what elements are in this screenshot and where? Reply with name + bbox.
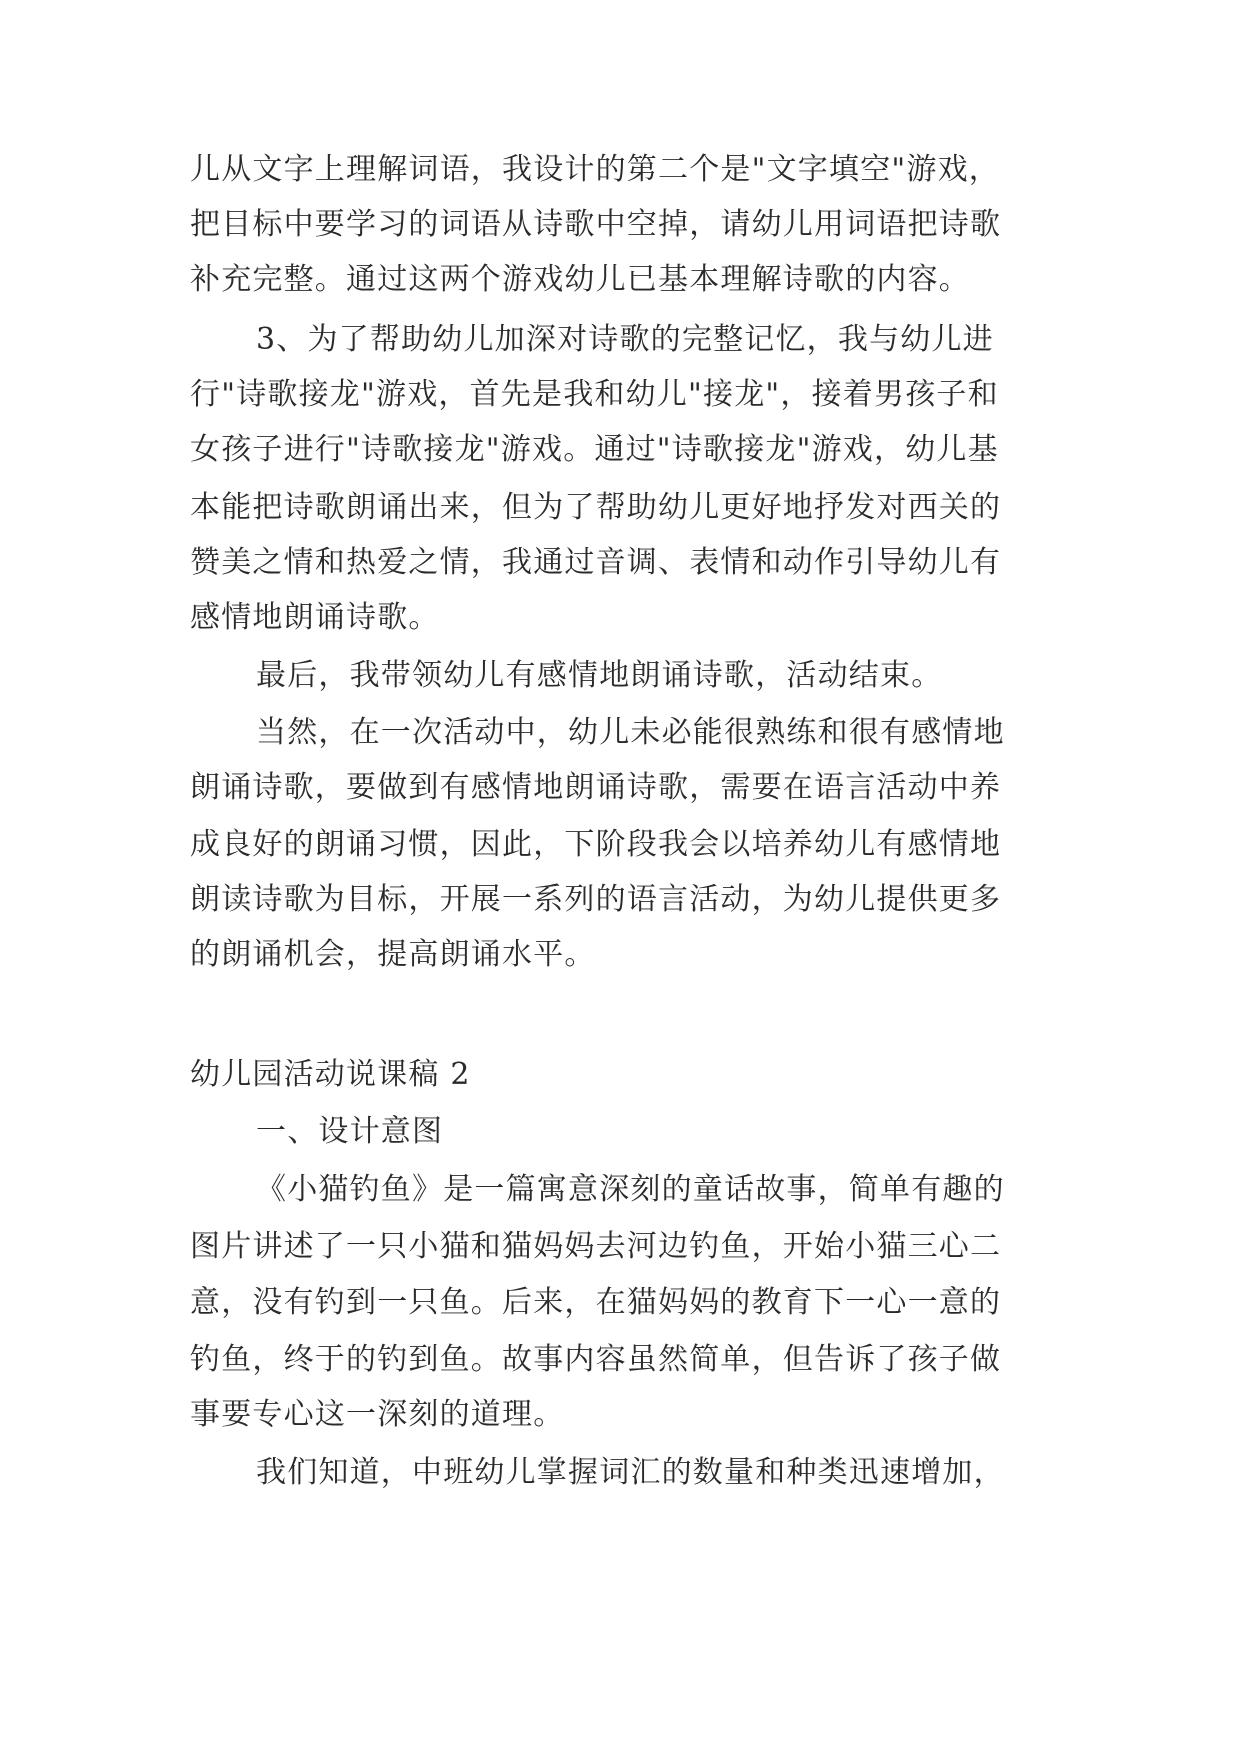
- body-text-line: 当然，在一次活动中，幼儿未必能很熟练和很有感情地: [256, 715, 1005, 750]
- body-text-line: 意，没有钓到一只鱼。后来，在猫妈妈的教育下一心一意的: [190, 1285, 1002, 1320]
- body-text-line: 图片讲述了一只小猫和猫妈妈去河边钓鱼，开始小猫三心二: [190, 1229, 1002, 1264]
- body-text-line: 钓鱼，终于的钓到鱼。故事内容虽然简单，但告诉了孩子做: [190, 1342, 1002, 1377]
- body-text-line: 补充完整。通过这两个游戏幼儿已基本理解诗歌的内容。: [190, 262, 970, 297]
- section-heading: 一、设计意图: [256, 1114, 444, 1149]
- body-text-line: 行"诗歌接龙"游戏，首先是我和幼儿"接龙"，接着男孩子和: [190, 377, 999, 412]
- body-text-line: 成良好的朗诵习惯，因此，下阶段我会以培养幼儿有感情地: [190, 827, 1002, 862]
- body-text-line: 事要专心这一深刻的道理。: [190, 1397, 565, 1432]
- body-text-line: 3、为了帮助幼儿加深对诗歌的完整记忆，我与幼儿进: [256, 322, 994, 357]
- body-text-line: 最后，我带领幼儿有感情地朗诵诗歌，活动结束。: [256, 658, 943, 693]
- body-text-line: 感情地朗诵诗歌。: [190, 600, 440, 635]
- body-text-line: 朗读诗歌为目标，开展一系列的语言活动，为幼儿提供更多: [190, 882, 1002, 917]
- body-text-line: 女孩子进行"诗歌接龙"游戏。通过"诗歌接龙"游戏，幼儿基: [190, 432, 999, 467]
- body-text-line: 儿从文字上理解词语，我设计的第二个是"文字填空"游戏，: [190, 152, 1000, 187]
- body-text-line: 朗诵诗歌，要做到有感情地朗诵诗歌，需要在语言活动中养: [190, 770, 1002, 805]
- body-text-line: 本能把诗歌朗诵出来，但为了帮助幼儿更好地抒发对西关的: [190, 490, 1002, 525]
- body-text-line: 我们知道，中班幼儿掌握词汇的数量和种类迅速增加，: [256, 1455, 1005, 1490]
- body-text-line: 《小猫钓鱼》是一篇寓意深刻的童话故事，简单有趣的: [256, 1172, 1005, 1207]
- body-text-line: 的朗诵机会，提高朗诵水平。: [190, 937, 596, 972]
- body-text-line: 把目标中要学习的词语从诗歌中空掉，请幼儿用词语把诗歌: [190, 207, 1002, 242]
- section-title: 幼儿园活动说课稿 2: [190, 1057, 471, 1092]
- body-text-line: 赞美之情和热爱之情，我通过音调、表情和动作引导幼儿有: [190, 545, 1002, 580]
